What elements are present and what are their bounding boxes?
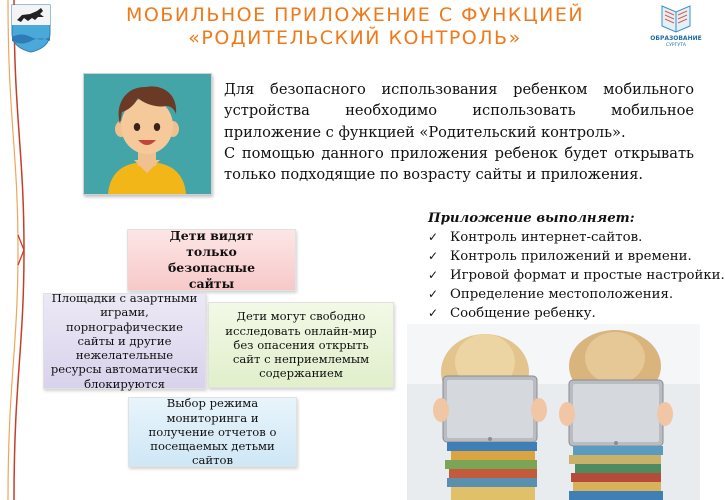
feature-text: Определение местоположения. — [450, 287, 674, 302]
list-item — [426, 285, 698, 304]
check-icon: ✓ — [428, 249, 439, 263]
feature-text: Сообщение ребенку. — [450, 306, 596, 321]
child-avatar-icon — [84, 74, 211, 194]
logo-subtext: СУРГУТА — [666, 43, 686, 48]
page-title — [60, 4, 650, 50]
feature-text: Контроль интернет-сайтов. — [450, 230, 643, 245]
feature-text: Игровой формат и простые настройки. — [450, 268, 725, 283]
features-items — [426, 228, 725, 323]
blocked-resources-box — [43, 290, 206, 391]
safe-sites-box — [127, 229, 296, 291]
child-avatar-panel — [83, 73, 212, 195]
blocked-resources-text: Площадки с азартными играми, порнографические сайты и другие нежелательные ресурсы автоматически блокируются — [50, 290, 199, 391]
title-line-2: «РОДИТЕЛЬСКИЙ КОНТРОЛЬ» — [188, 27, 522, 49]
children-with-tablets-image — [407, 324, 700, 500]
features-title: Приложение выполняет: — [428, 211, 635, 226]
title-line-1: МОБИЛЬНОЕ ПРИЛОЖЕНИЕ С ФУНКЦИЕЙ — [125, 4, 585, 26]
intro-paragraph-1: Для безопасного использования ребенком мобильного устройства необходимо использовать мобильное приложение с функцией «Родительский контроль». — [224, 81, 694, 141]
explore-online-text: Дети могут свободно исследовать онлайн-мир без опасения открыть сайт с неприемлемым содержанием — [225, 309, 377, 381]
features-list — [426, 209, 725, 323]
check-icon: ✓ — [428, 306, 439, 320]
check-icon: ✓ — [428, 230, 439, 244]
education-logo-icon — [650, 2, 702, 48]
decorative-left-border — [0, 0, 40, 500]
city-coat-of-arms-icon — [10, 3, 52, 53]
intro-paragraph-2: С помощью данного приложения ребенок будет открывать только подходящие по возрасту сайты и приложения. — [224, 144, 694, 184]
monitoring-reports-text: Выбор режима мониторинга и получение отчетов о посещаемых детьми сайтов — [148, 396, 277, 468]
intro-text — [224, 79, 694, 185]
list-item — [426, 266, 725, 285]
list-item — [426, 247, 698, 266]
logo-text: ОБРАЗОВАНИЕ — [650, 35, 702, 42]
list-item — [426, 304, 698, 323]
list-item — [426, 228, 698, 247]
check-icon: ✓ — [428, 268, 439, 282]
monitoring-reports-box — [128, 397, 297, 467]
explore-online-box — [208, 302, 394, 388]
check-icon: ✓ — [428, 287, 439, 301]
feature-text: Контроль приложений и времени. — [450, 249, 692, 264]
safe-sites-text: Дети видят только безопасные сайты — [167, 228, 256, 291]
